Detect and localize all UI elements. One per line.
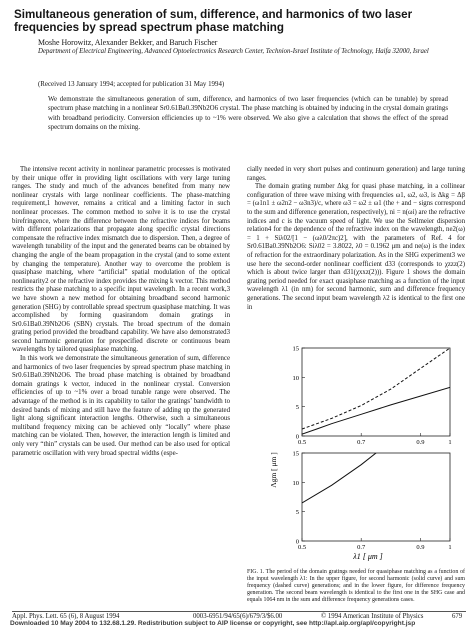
figure-1 <box>260 328 460 566</box>
series-line-dashed <box>302 348 450 429</box>
download-note: Downloaded 10 May 2004 to 132.68.1.29. Redistribution subject to AIP license or copyright, see http://apl.aip.org/apl/copyright.jsp <box>10 620 416 627</box>
series-line-solid <box>302 387 450 434</box>
y-tick-label: 0 <box>295 433 299 441</box>
footer-journal: Appl. Phys. Lett. 65 (6), 8 August 1994 <box>12 613 120 620</box>
article-authors: Moshe Horowitz, Alexander Bekker, and Baruch Fischer <box>38 38 218 47</box>
body-paragraph: The domain grating number Δkg for quasi phase matching, in a collinear configuration of three wave mixing with frequencies ω1, ω2, ω3, is Δkg = Δβ = (ω1n1 ± ω2n2 − ω3n3)/c, where ω3 = ω2 ± ω1 (the + and − signs correspond to the sum and difference generation, respectively), ni = n(ωi) are the refractive indices and c is the vacuum speed of light. We use the Sellmeier dispersion relation4 for the dependence of the refractive index on the wavelength, ne2(ω) = 1 + Siλ02/[1 − (ωλ0/2πc)2], with the parameters of Ref. 4 for Sr0.61Ba0.39Nb2O6: Siλ02 = 3.8022, λ0 = 0.1962 μm and ne(ω) is the index of refraction for the extraordinary polarization. As in the SHG experiment3 we use here the second-order nonlinear coefficient d33 (corresponds to χzzz(2) which is about twice larger than d31(χxxz(2))). Figure 1 shows the domain grating period needed for exact quasiphase matching as a function of the input wavelength λ1 (in nm) for second harmonic, sum and difference frequency generations. The second input beam wavelength λ2 is identical to the first one in <box>247 183 465 311</box>
body-left-column <box>12 166 230 458</box>
figure-1-plot <box>260 328 460 566</box>
y-tick-label: 15 <box>292 450 299 458</box>
y-tick-label: 10 <box>292 479 299 487</box>
x-tick-label: 0.7 <box>357 544 366 551</box>
x-tick-label: 1 <box>448 439 452 446</box>
article-abstract: We demonstrate the simultaneous generation of sum, difference, and harmonics of two laser frequencies (which can be tunable) by spread spectrum phase matching in a nonlinear Sr0.61Ba0.39Nb2O6 crystal. The phase matching is obtained by inducing in the crystal domain gratings with broadband periodicity. Conversion efficiencies up to ~1% were observed. We also give a calculation that shows the effect of the spread spectrum domains on the mixing. <box>48 96 448 131</box>
x-tick-label: 1 <box>448 544 452 551</box>
article-title: Simultaneous generation of sum, difference, and harmonics of two laser frequencies by spread spectrum phase matching <box>14 8 413 35</box>
body-paragraph: The intensive recent activity in nonlinear parametric processes is motivated by their unique offer in providing light oscillations with very large tuning ranges. The study and much of the advances benefited from many new nonlinear crystals with large nonlinear coefficients. The phase-matching requirement,1 however, remains a critical and a limiting factor in such nonlinear processes. The common method to solve it is to use the crystal birefringence, where the difference between the refractive indices for beams with different polarizations that propagate along specific crystal directions compensate the refractive index mismatch due to dispersion. Then, a degree of wavelength tunability of the input and the generated beams can be obtained by changing the angle of the beam propagation in the crystal (and to some extent by changing the temperature). Another way to overcome the problem is quasiphase matching, where “artificial” spatial modulation of the optical nonlinearity2 or the refractive index provides the mixing k vector. This method restricts the phase matching to a specific input wavelength. In a recent work,3 we have shown a new method for obtaining broadband second harmonic generation (SHG) by controllable spread spectrum quasiphase matching. It was accomplished by forming quasirandom domain gratings in Sr0.61Ba0.39Nb2O6 (SBN) crystals. The broad spectrum of the domain grating period provided the broadband capability. We have also demonstrated3 second harmonic generation for prespecified discrete or continuous beam wavelengths by tailored quasiphase matching. <box>12 166 230 354</box>
x-tick-label: 0.5 <box>297 439 307 446</box>
received-date: (Received 13 January 1994; accepted for publication 31 May 1994) <box>38 81 225 88</box>
footer-copyright: © 1994 American Institute of Physics <box>321 613 424 620</box>
x-tick-label: 0.7 <box>357 439 366 446</box>
figure-caption: FIG. 1. The period of the domain gratings needed for quasiphase matching as a function of the input wavelength λ1: In the upper figure, for second harmonic (solid curve) and sum frequency (dashed curve) generations; and in the lower figure, for difference frequency generation. The second beam wavelength is identical to the first one in the SHG case and equals 1064 nm in the sum and difference frequency generations cases. <box>247 569 465 604</box>
x-tick-label: 0.9 <box>416 544 425 551</box>
x-tick-label: 0.9 <box>416 439 425 446</box>
series-line-solid <box>302 394 450 503</box>
article-affiliation: Department of Electrical Engineering, Advanced Optoelectronics Research Center, Technion-Israel Institute of Technology, Haifa 32000, Israel <box>38 48 429 55</box>
y-tick-label: 5 <box>295 509 299 517</box>
body-right-column <box>247 166 465 312</box>
y-tick-label: 10 <box>292 374 299 382</box>
body-paragraph: In this work we demonstrate the simultaneous generation of sum, difference and harmonics of two laser frequencies by spread spectrum phase matching in Sr0.61Ba0.39Nb2O6. The broad phase matching is obtained by broadband domain gratings k vector, induced in the nonlinear crystal. Conversion efficiencies of up to ~1% over a broad tunable range were observed. The advantage of the method is in its capability to tailor the gratings’ bandwidth to desired bands of mixing and still have the feature of adding up the generated light along significant interaction lengths. Otherwise, such a simultaneous multiband frequency mixing can be achieved only “locally” where phase matching can be violated. Then, however, the interaction length is limited and only very “thin” crystals can be used. Our method can be also used for optical parametric oscillation with very broad spectral widths (espe- <box>12 355 230 457</box>
y-tick-label: 5 <box>295 404 299 412</box>
footer-page-number: 679 <box>452 613 463 620</box>
footer-code: 0003-6951/94/65(6)/679/3/$6.00 <box>193 613 283 620</box>
footer-rule <box>12 611 466 612</box>
plot-frame <box>302 453 450 541</box>
body-paragraph: cially needed in very short pulses and continuum generation) and large tuning ranges. <box>247 166 465 182</box>
y-tick-label: 15 <box>292 345 299 353</box>
plot-frame <box>302 348 450 436</box>
y-tick-label: 0 <box>295 538 299 546</box>
y-axis-label: Λgm [ μm ] <box>269 452 278 488</box>
x-tick-label: 0.5 <box>297 544 307 551</box>
x-axis-label: λ1 [ μm ] <box>353 552 383 561</box>
